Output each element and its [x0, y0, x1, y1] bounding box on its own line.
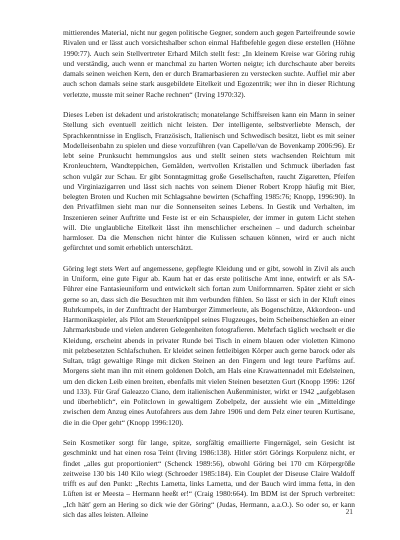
- page-number: 21: [345, 507, 353, 516]
- paragraph-4: Sein Kosmetiker sorgt für lange, spitze, sorgfältig emaillierte Fingernägel, sein Gesicht ist geschminkt und hat einen rosa Teint (Irving 1986:138). Hitler stört Görings Korpulenz nicht, er findet „alles gut proportioniert“ (Schenck 1989:56), obwohl Göring bei 170 cm Körpergröße zeitweise 130 bis 140 Kilo wiegt (Schroeder 1985:184). Ein Couplet der Diseuse Claire Waldoff trifft es auf den Punkt: „Rechts Lametta, links Lametta, und der Bauch wird imma fetta, in den Lüften ist er Meesta – Hermann heeßt er!“ (Craig 1980:664). Im BDM ist der Spruch verbreitet: „Ich hätt' gern an Hering so dick wie der Göring“ (Judas, Hermann, a.a.O.). So oder so, er kann sich das alles leisten. Alleine: [63, 438, 355, 519]
- paragraph-1: mittierendes Material, nicht nur gegen politische Gegner, sondern auch gegen Parteifreunde sowie Rivalen und er lässt auch vorsichtshalber schon einmal Haftbefehle gegen diese erstellen (Höhne 1990:77). Auch sein Stellvertreter Erhard Milch stellt fest: „In kleinem Kreise war Göring ruhig und verständig, auch wenn er manchmal zu harten Worten neigte; ich durchschaute aber bereits damals seinen weichen Kern, den er durch Bramarbasieren zu verstecken suchte. Auffiel mir aber auch schon damals seine stark ausgebildete Eitelkeit und Egozentrik; wer ihn in dieser Richtung verletzte, musste mit seiner Rache rechnen“ (Irving 1970:32).: [63, 28, 355, 99]
- paragraph-3: Göring legt stets Wert auf angemessene, gepflegte Kleidung und er gibt, sowohl in Zivil als auch in Uniform, eine gute Figur ab. Kaum hat er das erste politische Amt inne, entwirft er als SA-Führer eine Fantasieuniform und entwickelt sich fortan zum Uniformnarren. Später zieht er sich gerne so an, dass sich die Besuchten mit ihm verbunden fühlen. So lässt er sich in der Kluft eines Ruhrkumpels, in der Zunfttracht der Hamburger Zimmerleute, als Bogenschütze, Akkordeon- und Harmonikaspieler, als Pilot am Steuerknüppel seines Flugzeuges, beim Scheibenschießen an einer Jahrmarktsbude und vielen anderen Gelegenheiten fotografieren. Mehrfach täglich wechselt er die Kleidung, erscheint abends in privater Runde bei Tisch in einem blauen oder violetten Kimono mit pelzbesetzten Schlafschuhen. Er kleidet seinen fettleibigen Körper auch gerne barock oder als Sultan, trägt gewaltige Ringe mit dicken Steinen an den Fingern und legt teure Parfüms auf. Morgens sieht man ihn mit einem goldenen Dolch, am Hals eine Krawattennadel mit Edelsteinen, um den dicken Leib einen breiten, ebenfalls mit vielen Steinen besetzten Gurt (Knopp 1996: 126f und 133). Für Graf Galeazzo Ciano, dem italienischen Außenminister, wirkt er 1942 „aufgeblasen und überheblich“, ein Politclown in gewaltigem Zobelpelz, der aussieht wie ein „Mitteldinge zwischen dem Anzug eines Autofahrers aus dem Jahre 1906 und dem Pelz einer teuren Kurtisane, die in die Oper geht“ (Knopp 1996:120).: [63, 263, 355, 427]
- paragraph-2: Dieses Leben ist dekadent und aristokratisch; monatelange Schiffsreisen kann ein Mann in seiner Stellung sich eventuell zeitlich nicht leisten. Der intelligente, selbstverliebte Mensch, der Sprachkenntnisse in Englisch, Französisch, Italienisch und Schwedisch besitzt, liebt es mit seiner Modelleisenbahn zu spielen und diese vorzuführen (van Capelle/van de Bovenkamp 2006:96). Er lebt seine Prunksucht hemmungslos aus und stellt seinen stets wachsenden Reichtum mit Kronleuchtern, Wandteppichen, Gemälden, wertvollen Kristallen und Schmuck überladen fast schon vulgär zur Schau. Er gibt Sonntagmittag große Gesellschaften, raucht Zigaretten, Pfeifen und Virginiazigarren und lässt sich nachts von seinem Diener Robert Kropp häufig mit Bier, belegten Broten und Kuchen mit Schlagsahne bewirten (Schaffing 1985:76; Knopp, 1996:90). In den Privatfilmen sieht man nur die Sonnenseiten seines Lebens. In Gestik und Verhalten, im Inszenieren seiner Auftritte und Feste ist er ein Schauspieler, der immer in gutem Licht stehen will. Die unglaubliche Eitelkeit lässt ihn menschlicher erscheinen – und dadurch scheinbar harmloser. Da die Menschen nicht hinter die Kulissen schauen können, wird er auch nicht gefürchtet und somit erheblich unterschätzt.: [63, 110, 355, 253]
- body-text: [63, 28, 355, 520]
